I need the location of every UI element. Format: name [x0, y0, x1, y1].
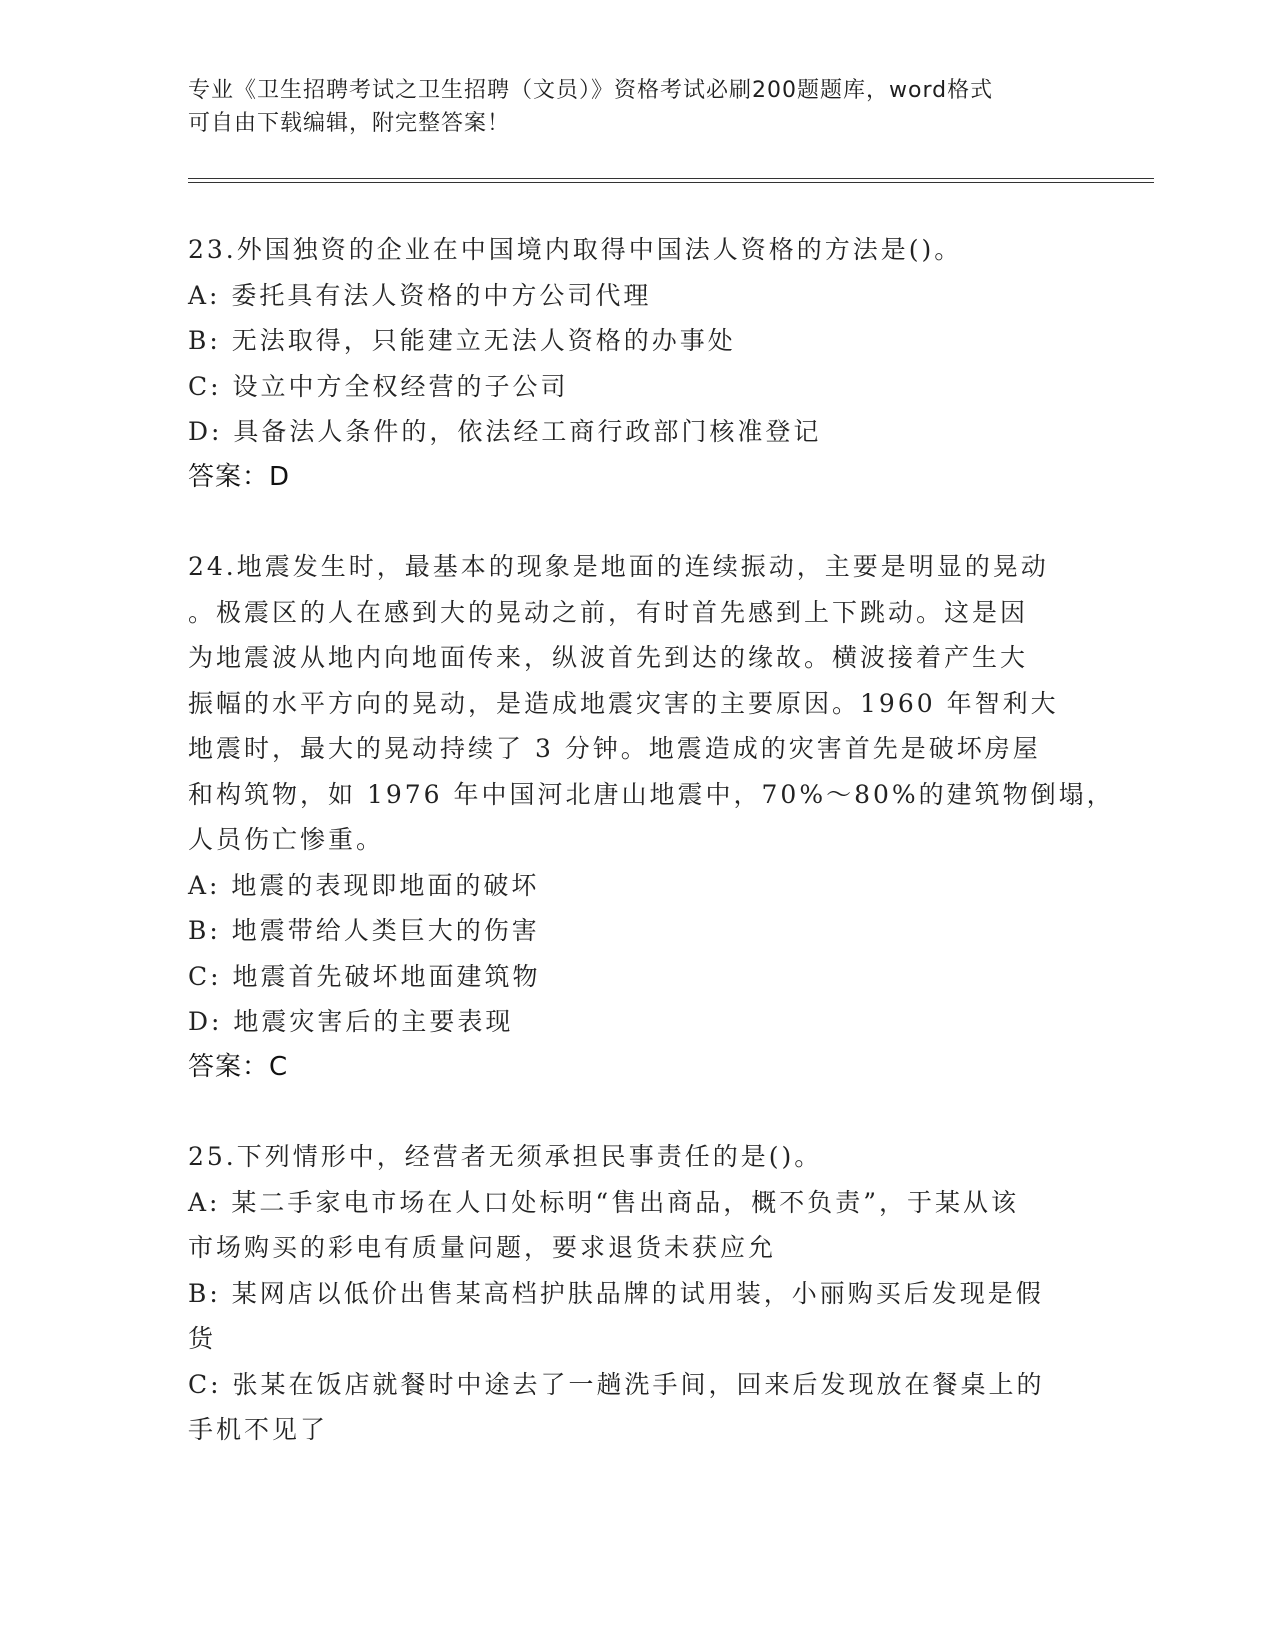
question-stem: 25.下列情形中，经营者无须承担民事责任的是()。 [188, 1142, 823, 1171]
option-c: C: 设立中方全权经营的子公司 [188, 371, 569, 401]
question-stem-line-7: 人员伤亡惨重。 [188, 825, 385, 854]
option-b: B: 无法取得，只能建立无法人资格的办事处 [188, 326, 736, 355]
question-stem-line-2: 。极震区的人在感到大的晃动之前，有时首先感到上下跳动。这是因 [188, 597, 1029, 627]
option-b-line-1: B: 某网店以低价出售某高档护肤品牌的试用装，小丽购买后发现是假 [188, 1278, 1044, 1308]
option-d: D: 具备法人条件的，依法经工商行政部门核准登记 [188, 417, 822, 446]
question-stem-line-3: 为地震波从地内向地面传来，纵波首先到达的缘故。横波接着产生大 [188, 643, 1029, 672]
header-line-2: 可自由下载编辑，附完整答案！ [188, 111, 511, 136]
option-a-line-1: A: 某二手家电市场在人口处标明“售出商品，概不负责”，于某从该 [188, 1187, 1019, 1217]
option-b-line-2: 货 [188, 1324, 217, 1353]
answer: 答案：C [188, 1051, 289, 1082]
option-a: A: 地震的表现即地面的破坏 [188, 870, 540, 900]
question-stem-line-1: 24.地震发生时，最基本的现象是地面的连续振动，主要是明显的晃动 [188, 552, 1049, 581]
answer: 答案：D [188, 461, 291, 492]
question-stem-line-6: 和构筑物，如 1976 年中国河北唐山地震中，70%～80%的建筑物倒塌， [188, 779, 1115, 809]
question-stem-line-4: 振幅的水平方向的晃动，是造成地震灾害的主要原因。1960 年智利大 [188, 688, 1059, 718]
option-c-line-2: 手机不见了 [188, 1415, 329, 1444]
header-rule-bottom [188, 182, 1154, 183]
option-c: C: 地震首先破坏地面建筑物 [188, 961, 541, 991]
question-stem-line-5: 地震时，最大的晃动持续了 3 分钟。地震造成的灾害首先是破坏房屋 [188, 734, 1041, 763]
question-23 [188, 227, 1098, 500]
question-stem: 23.外国独资的企业在中国境内取得中国法人资格的方法是()。 [188, 235, 963, 264]
question-24 [188, 544, 1115, 1090]
question-25 [188, 1134, 1098, 1453]
option-a-line-2: 市场购买的彩电有质量问题，要求退货未获应允 [188, 1233, 777, 1262]
option-b: B: 地震带给人类巨大的伤害 [188, 916, 540, 945]
option-d: D: 地震灾害后的主要表现 [188, 1007, 514, 1036]
header-line-1: 专业《卫生招聘考试之卫生招聘（文员）》资格考试必刷200题题库，word格式 [188, 78, 994, 103]
option-c-line-1: C: 张某在饭店就餐时中途去了一趟洗手间，回来后发现放在餐桌上的 [188, 1369, 1045, 1399]
header-rule-top [188, 178, 1154, 179]
option-a: A: 委托具有法人资格的中方公司代理 [188, 280, 652, 310]
document-header [188, 74, 1088, 140]
question-list [188, 227, 1115, 1497]
